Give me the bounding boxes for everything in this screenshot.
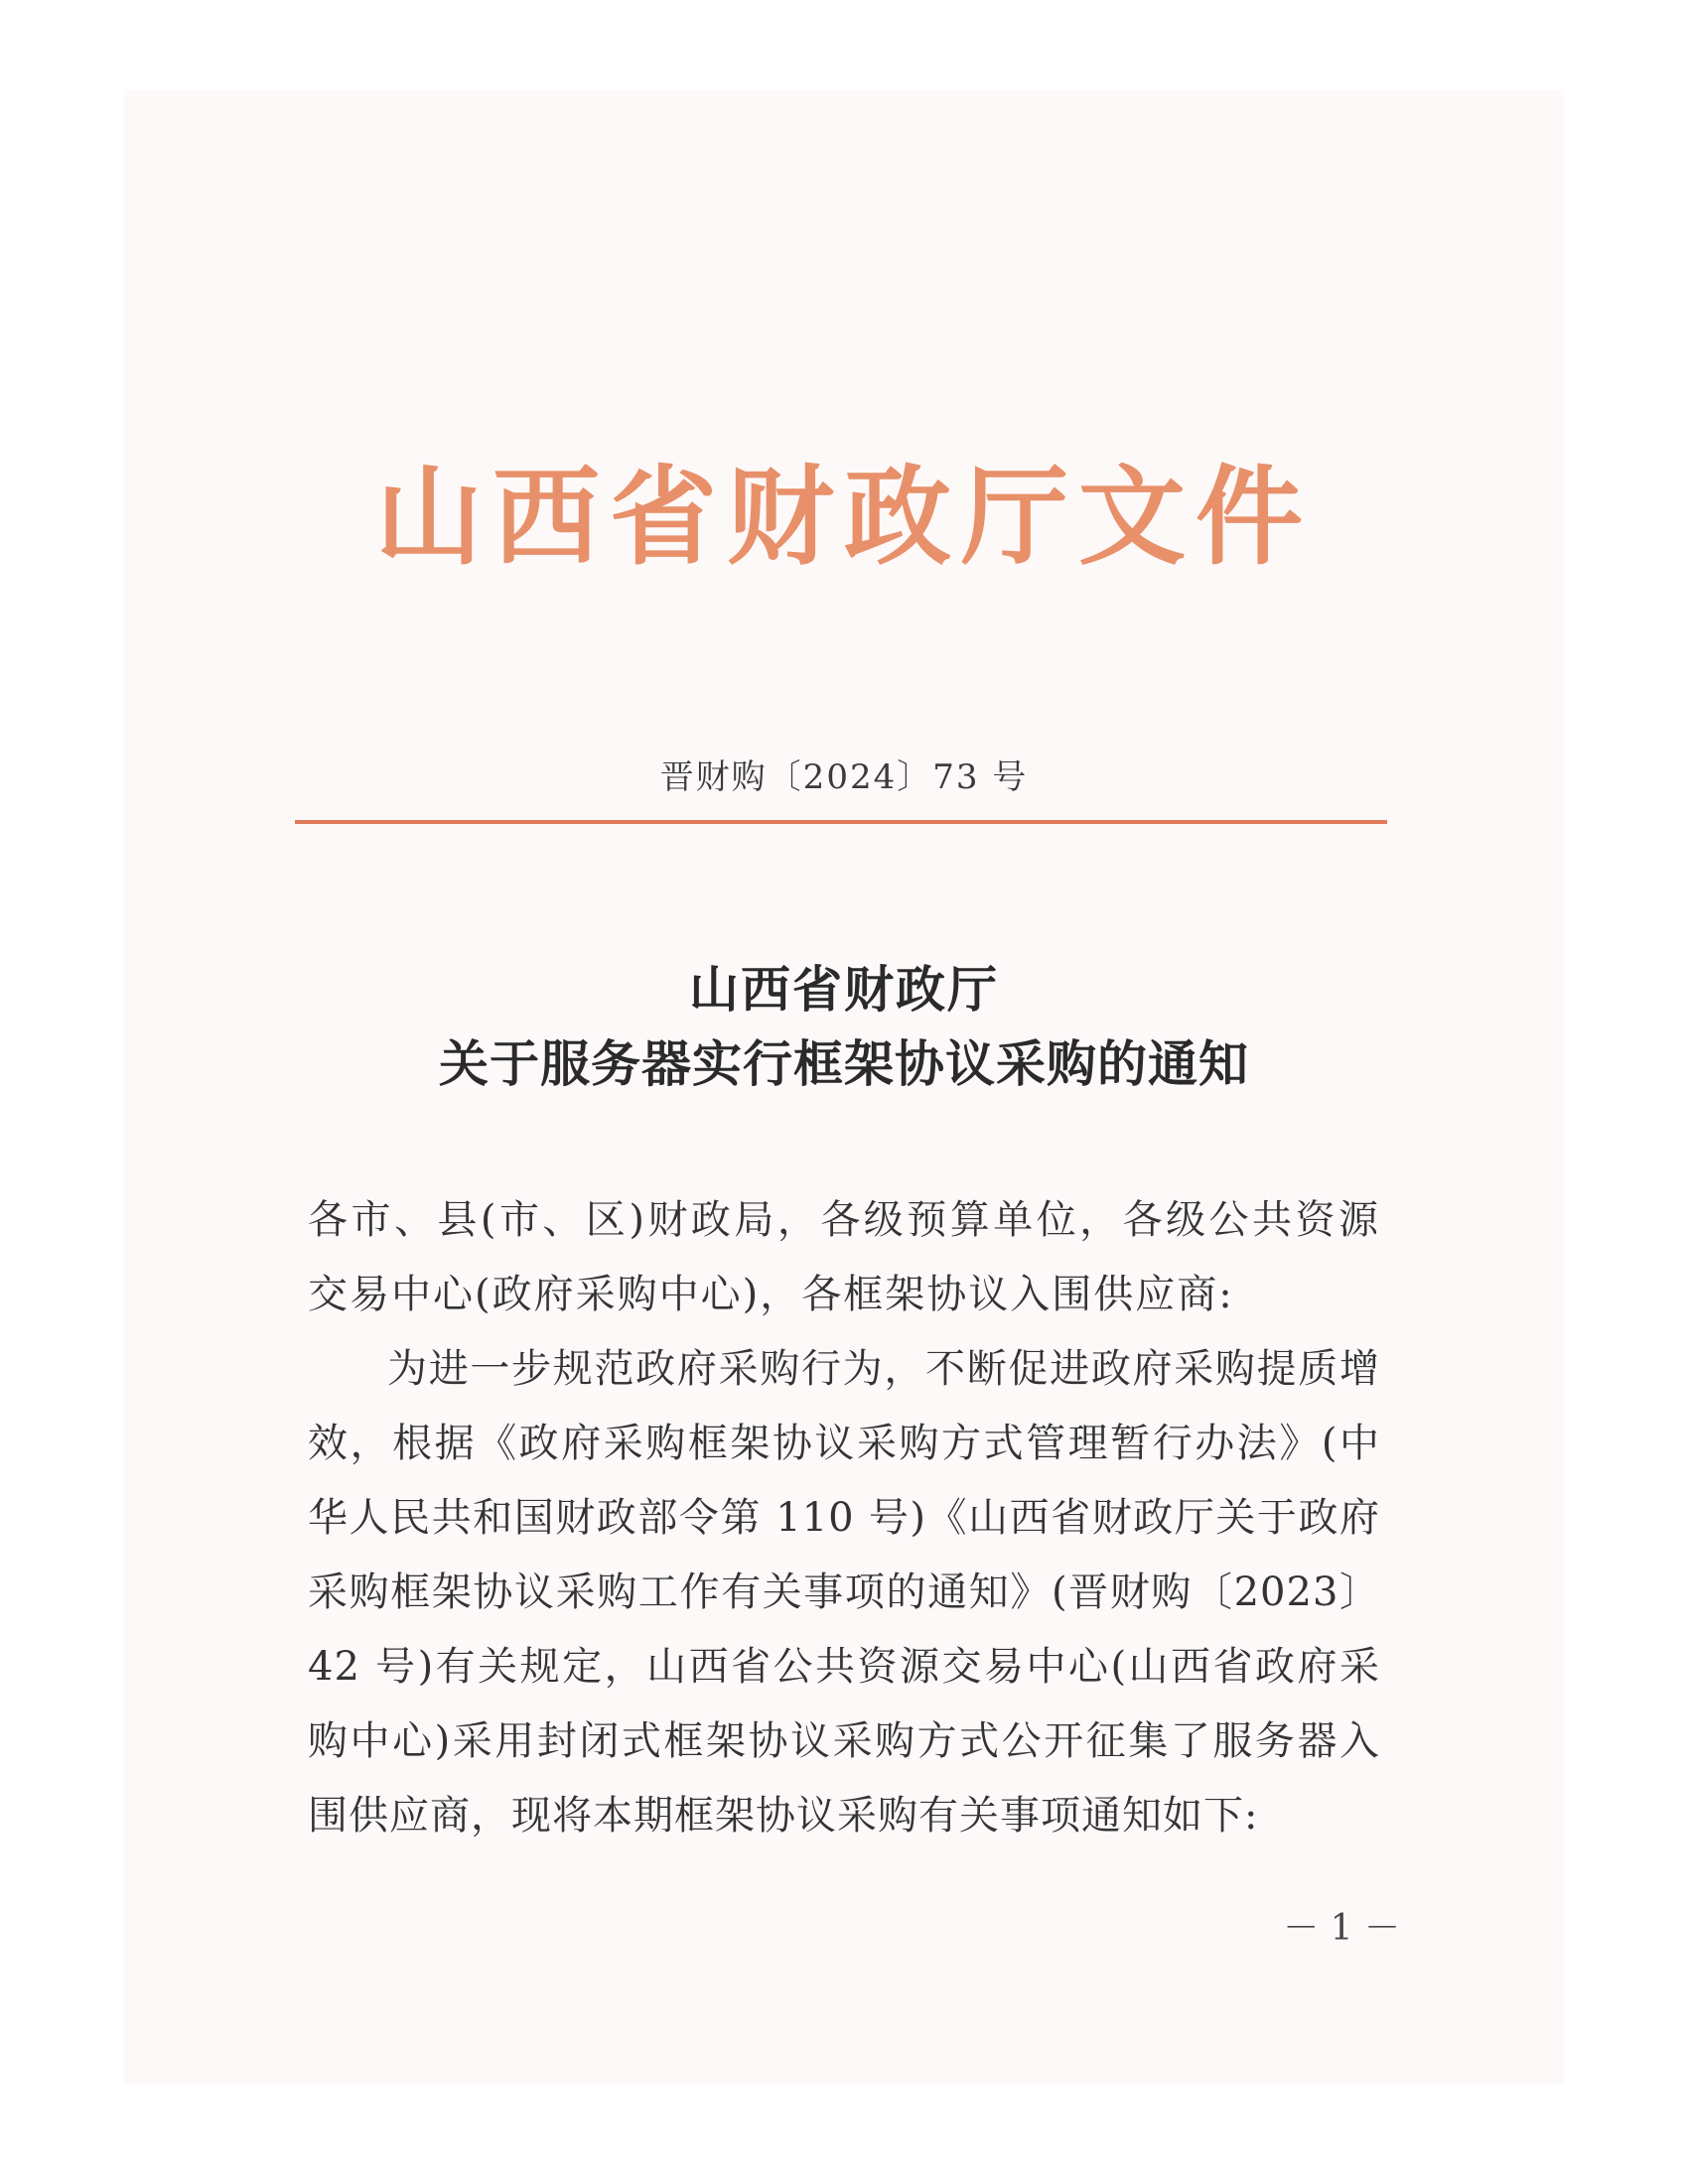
document-number: 晋财购〔2024〕73 号 [659,757,1029,797]
body-paragraph-1: 为进一步规范政府采购行为，不断促进政府采购提质增效，根据《政府采购框架协议采购方式管理暂行办法》(中华人民共和国财政部令第 110 号)《山西省财政厅关于政府采购框架协议采购工作有关事项的通知》(晋财购〔2023〕42 号)有关规定，山西省公共资源交易中心(山西省政府采购中心)采用封闭式框架协议采购方式公开征集了服务器入围供应商，现将本期框架协议采购有关事项通知如下: [308,1346,1380,1839]
page-number: － 1 － [1283,1908,1400,1949]
salutation-paragraph: 各市、县(市、区)财政局，各级预算单位，各级公共资源交易中心(政府采购中心)，各框架协议入围供应商: [308,1197,1380,1317]
document-title-subject: 关于服务器实行框架协议采购的通知 [439,1034,1249,1093]
header-divider-rule [295,820,1387,824]
document-title-issuer: 山西省财政厅 [689,960,999,1019]
document-header-banner: 山西省财政厅文件 [374,456,1313,580]
